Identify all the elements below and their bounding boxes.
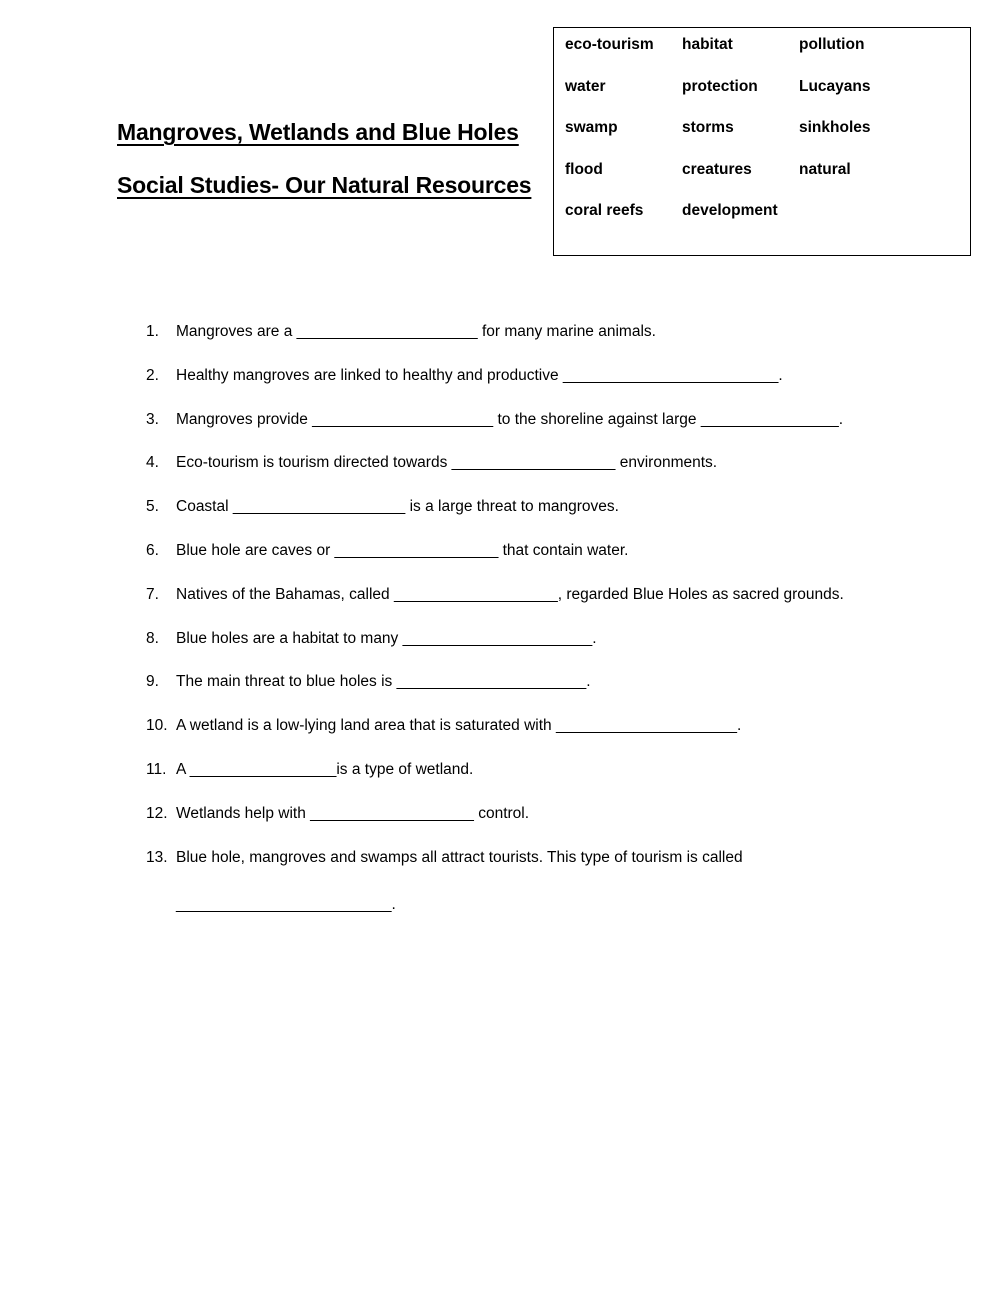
word-bank-item: habitat [682,36,733,53]
word-bank-item: protection [682,77,758,95]
word-bank [553,27,971,256]
question-item [146,542,946,586]
question-item [146,586,946,630]
question-text[interactable]: Mangroves provide _____________________ to the shoreline against large ________________. [176,410,844,428]
question-item [146,717,946,761]
word-bank-item: swamp [565,119,618,137]
question-number: 10. [146,717,168,735]
word-bank-grid [565,36,916,244]
question-item [146,411,946,455]
question-13-answer-blank[interactable]: _________________________. [176,896,396,913]
worksheet-subtitle: Social Studies- Our Natural Resources [117,172,532,198]
word-bank-item: eco-tourism [565,36,654,53]
word-bank-item: storms [682,119,734,137]
question-item [146,761,946,805]
question-number: 1. [146,323,159,340]
question-text[interactable]: Coastal ____________________ is a large threat to mangroves. [176,498,619,516]
question-number: 11. [146,760,167,778]
question-number: 7. [146,585,159,603]
question-item [146,367,946,411]
question-text[interactable]: Blue holes are a habitat to many ______________________. [176,629,597,647]
question-number: 8. [146,629,159,647]
question-text[interactable]: Healthy mangroves are linked to healthy and productive _________________________. [176,366,783,384]
word-bank-item: Lucayans [799,77,871,95]
question-text[interactable]: Natives of the Bahamas, called ___________________, regarded Blue Holes as sacred grounds. [176,585,844,603]
question-number: 5. [146,498,159,516]
question-text[interactable]: A _________________is a type of wetland. [176,760,474,778]
question-item [146,323,946,367]
question-number: 2. [146,366,159,384]
word-bank-item: water [565,77,606,95]
question-text[interactable]: Blue hole are caves or ___________________ that contain water. [176,541,629,559]
question-text[interactable]: Blue hole, mangroves and swamps all attract tourists. This type of tourism is called [176,848,743,866]
question-number: 9. [146,673,159,691]
question-text[interactable]: Mangroves are a _____________________ for many marine animals. [176,323,656,340]
worksheet-title: Mangroves, Wetlands and Blue Holes [117,119,519,145]
question-number: 6. [146,541,159,559]
question-number: 12. [146,804,168,822]
question-text[interactable]: Wetlands help with ___________________ control. [176,804,530,822]
question-item [146,498,946,542]
word-bank-item: natural [799,160,851,178]
word-bank-item: flood [565,160,603,178]
question-number: 13. [146,848,168,866]
word-bank-item: creatures [682,160,752,178]
question-number: 3. [146,410,159,428]
word-bank-item: sinkholes [799,119,871,137]
question-number: 4. [146,454,159,472]
question-item [146,630,946,674]
question-text[interactable]: The main threat to blue holes is ______________________. [176,673,591,691]
question-text[interactable]: A wetland is a low-lying land area that is saturated with _____________________. [176,717,742,735]
question-text[interactable]: Eco-tourism is tourism directed towards ___________________ environments. [176,454,718,472]
question-item [146,849,946,893]
question-item [146,454,946,498]
word-bank-item: coral reefs [565,202,644,220]
word-bank-item: development [682,202,778,220]
word-bank-item: pollution [799,36,865,53]
question-item [146,805,946,849]
question-list [146,323,946,892]
question-item [146,673,946,717]
